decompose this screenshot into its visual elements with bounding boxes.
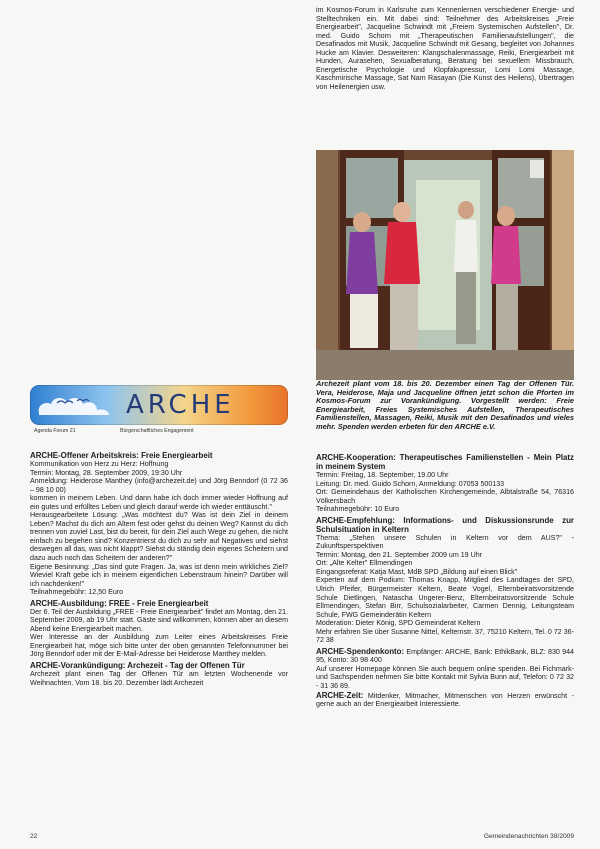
group-photo: [316, 150, 574, 380]
empfehlung-ort: Ort: „Alte Kelter" Ellmendingen: [316, 559, 413, 568]
arche-zeit: [316, 691, 574, 709]
logo-subtitle-right: Bürgerschaftliches Engagement: [120, 428, 194, 434]
right-column-bottom: [316, 453, 574, 709]
empfehlung-moderation: Moderation: Dieter König, SPD Gemeinderat Keltern: [316, 619, 481, 628]
arbeitskreis-text-2: Herausgearbeitete Lösung: „Was möchtest du? Was ist dein Ziel in deinem Leben? Machst du dich am Altem fest oder gehst du deinen Weg? Kannst du dich trennen von zuviel Last, bist du bereit, für dein Ziel auch Wege zu gehen, die nicht einfach zu begehen sind? Konzentrierst du dich zu sehr auf Negatives und siehst deswegen all das, was nicht klappt? Siehst du ständig dein eigenes Scheitern und dazu auch noch das Scheitern der anderen?": [30, 511, 288, 563]
arbeitskreis-anmeldung: Anmeldung: Heiderose Manthey (info@archezeit.de) und Jörg Benndorf (0 72 36 – 98 10 00): [30, 477, 288, 494]
cloud-birds-icon: [35, 391, 117, 418]
logo-wordmark: ARCHE: [126, 390, 235, 420]
issue-label: Gemeindenachrichten 38/2009: [483, 833, 574, 840]
spendenkonto-details: Empfänger: ARCHE, Bank: EthikBank, BLZ: 830 944 95, Konto: 30 98 400: [316, 647, 574, 665]
spenden-info: Auf unserer Homepage können Sie auch bequem online spenden. Bei Fichmark- und Sachspenden nehmen Sie bitte Kontakt mit Sylvia Bunn auf, Telefon: 0 72 32 - 31 36 89.: [316, 664, 574, 691]
arbeitskreis-text-3: Eigene Besinnung: „Das sind gute Fragen. Ja, was ist denn mein wirkliches Ziel? Wieviel Kraft gebe ich in meinem eigentlichen Lebenstraum hinein? Darüber will ich nachdenken!": [30, 562, 288, 588]
arbeitskreis-gebuehr: Teilnahmegebühr: 12,50 Euro: [30, 588, 124, 597]
spendenkonto: [316, 647, 574, 665]
kooperation-termin: Termin: Freitag, 18. September, 19.00 Uhr: [316, 471, 449, 479]
arche-zeit-text: Mitdenker, Mitmacher, Mitmenschen von Herzen erwünscht - gerne auch an der Energiearbeit Interessierte.: [316, 691, 574, 709]
logo-subtitle-left: Agenda Forum 21: [34, 428, 76, 434]
heading-spendenkonto: ARCHE-Spendenkonto:: [316, 646, 405, 656]
empfehlung-termin: Termin: Montag, den 21. September 2009 um 19 Uhr: [316, 550, 483, 559]
page-number: 22: [30, 833, 38, 840]
arbeitskreis-thema: Kommunikation von Herz zu Herz: Hoffnung: [30, 460, 169, 468]
heading-arbeitskreis: ARCHE-Offener Arbeitskreis: Freie Energiearbeit: [30, 451, 213, 460]
kooperation-ort: Ort: Gemeindehaus der Katholischen Kirchengemeinde, Albtalstraße 54, 76316 Völkersbach: [316, 488, 574, 505]
kooperation-leitung: Leitung: Dr. med. Guido Schorn, Anmeldung: 07053 500133: [316, 479, 505, 488]
ausbildung-text-2: Wer Interesse an der Ausbildung zum Leiter eines Arbeitskreises Freie Energiearbeit hat, möge sich bitte unter der oben genannten Telefonnummer bei Jörg Benndorf oder mit der E-Mail-Adresse bei Heiderose Manthey melden.: [30, 633, 288, 659]
empfehlung-thema: Thema: „Stehen unsere Schulen in Keltern vor dem AUS?" - Zukunftsperspektiven: [316, 533, 574, 551]
arbeitskreis-text-1: kommen in meinem Leben. Und dann habe ich doch immer wieder Hoffnung auf ein gutes und erfülltes Leben und gleich darauf werde ich wieder enttäuscht.": [30, 494, 288, 511]
empfehlung-referat: Eingangsreferat: Katja Mast, MdB SPD „Bildung auf einen Blick": [316, 567, 518, 576]
heading-empfehlung: ARCHE-Empfehlung: Informations- und Diskussionsrunde zur Schulsituation in Keltern: [316, 515, 574, 534]
heading-ausbildung: ARCHE-Ausbildung: FREE - Freie Energiearbeit: [30, 598, 209, 608]
doorway-photo-image: [316, 150, 574, 380]
arche-logo: [30, 385, 288, 435]
ausbildung-text-1: Der 6. Teil der Ausbildung „FREE - Freie Energiearbeit" findet am Montag, den 21. September 2009, ab 19 Uhr statt. Gäste sind willkommen, können aber an diesem Abend keine Energiearbeit machen.: [30, 607, 288, 633]
empfehlung-experten: Experten auf dem Podium: Thomas Knapp, Mitglied des Landtages der SPD, Ulrich Pfeifer, Bürgermeister Keltern, Beate Vogel, Elternbeiratsvorsitzende Schule Dietlingen, Natascha Ungerer-Benz, Elternbeiratsvorsitzende Schule Ellmendingen, Stefan Birr, Schulsozialarbeiter, Carmen Dennig, Leitungsteam Schule, FWG Gemeinderätin Keltern: [316, 576, 574, 619]
right-column-top: [316, 6, 574, 91]
empfehlung-kontakt: Mehr erfahren Sie über Susanne Nittel, Kelternstr. 37, 75210 Keltern, Tel. 0 72 36- 72 38: [316, 627, 574, 645]
event-description: im Kosmos-Forum in Karlsruhe zum Kennenlernen verschiedener Energie- und Stelltechniken ein. Mit dabei sind: Teilnehmer des Arbeitskreises „Freie Energiearbeit", Jacqueline Schwindt mit „Freiem Systemischen Aufstellen", Dr. med. Guido Schorn mit „Therapeutischen Familienaufstellungen", die Desafinados mit Musik, Jacqueline Schwindt mit Gesang, begleitet von Johannes Hucke am Klavier. Desweiteren: Klangschalenmassage, Reiki, Energiearbeit mit Hunden, Aurasehen, Sexualberatung, Beratung bei sexuellem Missbrauch, Energetische Psychologie und Klopfakupressur, Lomi Lomi Massage, Kaschmirische Massage, Sat Nam Rasayan (Die Kunst des Heilens), Übertragen von Heilenergien usw.: [316, 6, 574, 91]
kooperation-gebuehr: Teilnahmegebühr: 10 Euro: [316, 505, 400, 514]
left-column: [30, 451, 288, 687]
photo-caption: Archezeit plant vom 18. bis 20. Dezember einen Tag der Offenen Tür. Vera, Heiderose, Maja und Jacqueline öffnen jetzt schon die Pforten im Kosmos-Forum zur Vorankündigung. Vorgestellt werden: Freie Energiearbeit, Freies Systemisches Aufstellen, Therapeutisches Familienstellen, Massagen, Reiki, Musik mit den Desafinados und vieles mehr. Spenden werden erbeten für den ARCHE e.V.: [316, 379, 574, 431]
arbeitskreis-termin: Termin: Montag, 28. September 2009, 19:30 Uhr: [30, 468, 183, 477]
heading-vorankuendigung: ARCHE-Vorankündigung: Archezeit - Tag der Offenen Tür: [30, 661, 245, 671]
vorankuendigung-text: Archezeit plant einen Tag der Offenen Tür am letzten Wochenende vor Weihnachten. Vom 18. bis 20. Dezember lädt Archezeit: [30, 670, 288, 687]
heading-kooperation: ARCHE-Kooperation: Therapeutisches Familienstellen - Mein Platz in meinem System: [316, 453, 574, 471]
heading-arche-zeit: ARCHE-Zeit:: [316, 690, 364, 700]
